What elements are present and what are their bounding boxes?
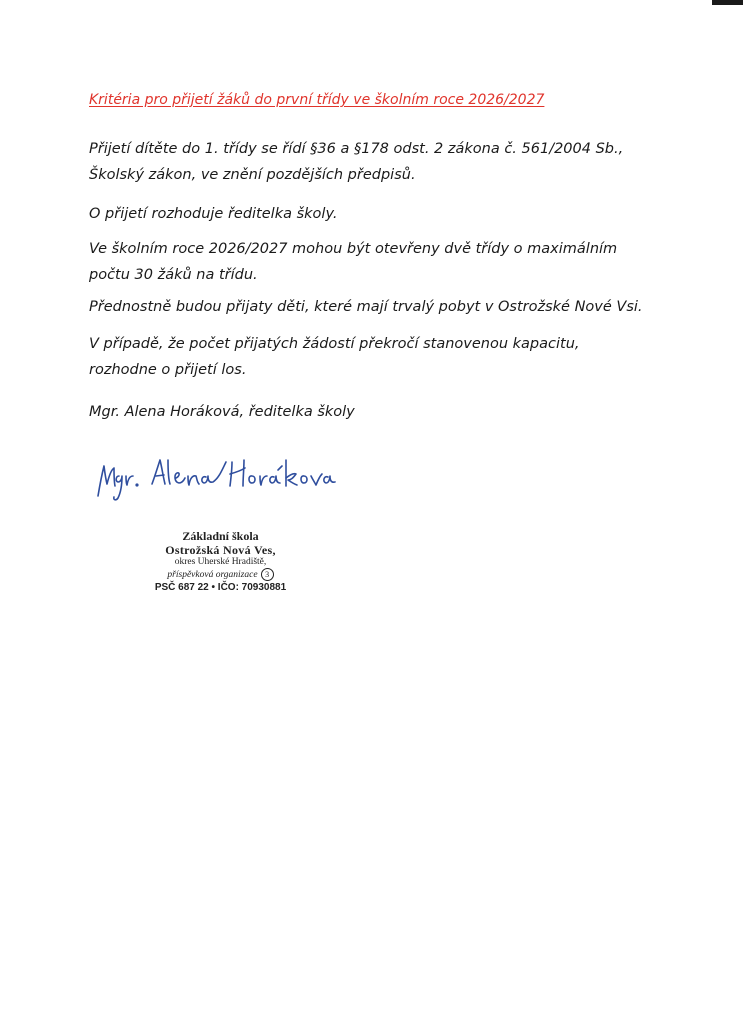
paragraph-line: Školský zákon, ve znění pozdějších předpisů.	[89, 167, 416, 183]
stamp-district: okres Uherské Hradiště,	[174, 557, 267, 567]
stamp-identifiers: PSČ 687 22 • IČO: 70930881	[154, 582, 287, 593]
handwritten-signature	[92, 448, 337, 508]
scan-edge-mark	[712, 0, 743, 5]
stamp-organization: příspěvková organizace	[167, 570, 258, 580]
paragraph-line: počtu 30 žáků na třídu.	[89, 267, 258, 283]
paragraph-line: O přijetí rozhoduje ředitelka školy.	[89, 206, 338, 222]
paragraph-line: Ve školním roce 2026/2027 mohou být otevřeny dvě třídy o maximálním	[89, 241, 618, 257]
stamp-number-badge: 3	[261, 568, 274, 581]
stamp-town: Ostrožská Nová Ves,	[165, 543, 276, 557]
paragraph-priority	[89, 294, 643, 320]
paragraph-line: Přednostně budou přijaty děti, které mají trvalý pobyt v Ostrožské Nové Vsi.	[89, 299, 643, 315]
document-title: Kritéria pro přijetí žáků do první třídy ve školním roce 2026/2027	[89, 92, 545, 108]
paragraph-line: V případě, že počet přijatých žádostí překročí stanovenou kapacitu,	[89, 336, 580, 352]
school-stamp	[138, 529, 303, 594]
paragraph-line: rozhodne o přijetí los.	[89, 362, 247, 378]
stamp-school-name: Základní škola	[182, 529, 259, 543]
paragraph-legal-basis	[89, 136, 623, 188]
stamp-organization-row	[138, 568, 303, 581]
signatory-line: Mgr. Alena Horáková, ředitelka školy	[89, 404, 355, 420]
paragraph-capacity	[89, 236, 617, 288]
paragraph-line: Přijetí dítěte do 1. třídy se řídí §36 a §178 odst. 2 zákona č. 561/2004 Sb.,	[89, 141, 624, 157]
paragraph-decision	[89, 201, 338, 227]
paragraph-lottery	[89, 331, 580, 383]
